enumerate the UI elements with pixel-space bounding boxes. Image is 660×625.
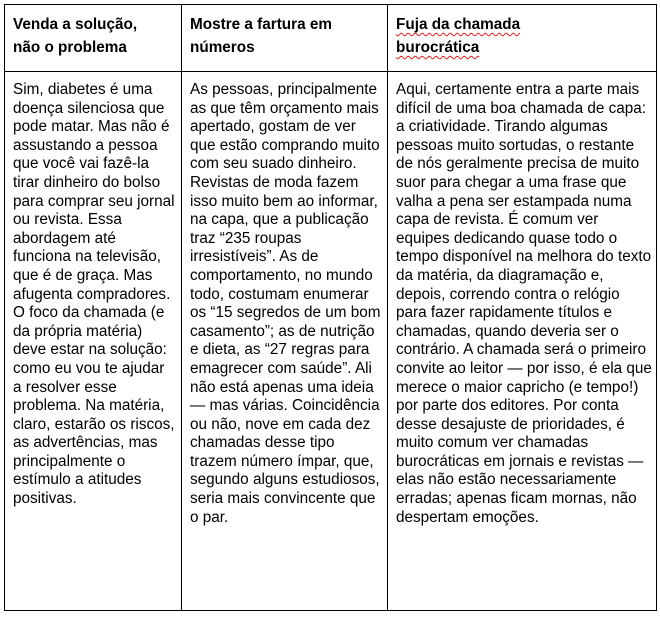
header-line: Venda a solução,: [13, 16, 138, 33]
body-cell-avoid-bureaucratic: Aqui, certamente entra a parte mais difícil de uma boa chamada de capa: a criatividade. Tirando algumas pessoas muito sortudas, o restante de nós geralmente precisa de muito suor para chegar a uma frase que valha a pena ser estampada numa capa de revista. É comum ver equipes dedicando quase todo o tempo disponível na melhora do texto da matéria, da diagramação e, depois, correndo contra o relógio para fazer rapidamente títulos e chamadas, quando deveria ser o contrário. A chamada será o primeiro convite ao leitor — por isso, é ela que merece o maior capricho (e tempo!) por parte dos editores. Por conta desse desajuste de prioridades, é muito comum ver chamadas burocráticas em jornais e revistas — elas não estão necessariamente erradas; apenas ficam mornas, não despertam emoções.: [388, 72, 657, 611]
header-row: [5, 5, 657, 72]
header-line: Mostre a fartura em: [190, 16, 332, 33]
header-line: Fuja da chamada: [396, 16, 521, 33]
body-cell-show-numbers: As pessoas, principalmente as que têm orçamento mais apertado, gostam de ver que estão comprando muito com seu suado dinheiro. Revistas de moda fazem isso muito bem ao informar, na capa, que a publicação traz “235 roupas irresistíveis”. As de comportamento, no mundo todo, costumam enumerar os “15 segredos de um bom casamento”; as de nutrição e dieta, as “27 regras para emagrecer com saúde”. Ali não está apenas uma ideia — mas várias. Coincidência ou não, nove em cada dez chamadas desse tipo trazem número ímpar, que, segundo alguns estudiosos, seria mais convincente que o par.: [182, 72, 388, 611]
header-line: burocrática: [396, 39, 480, 56]
header-line: não o problema: [13, 39, 127, 56]
header-cell-avoid-bureaucratic: [388, 5, 657, 72]
body-row: [5, 72, 657, 611]
header-cell-sell-solution: [5, 5, 182, 72]
tips-table: [4, 4, 657, 611]
header-line: números: [190, 39, 255, 56]
body-cell-sell-solution: Sim, diabetes é uma doença silenciosa que pode matar. Mas não é assustando a pessoa que você vai fazê-la tirar dinheiro do bolso para comprar seu jornal ou revista. Essa abordagem até funciona na televisão, que é de graça. Mas afugenta compradores. O foco da chamada (e da própria matéria) deve estar na solução: como eu vou te ajudar a resolver esse problema. Na matéria, claro, estarão os riscos, as advertências, mas principalmente o estímulo a atitudes positivas.: [5, 72, 182, 611]
header-cell-show-numbers: [182, 5, 388, 72]
